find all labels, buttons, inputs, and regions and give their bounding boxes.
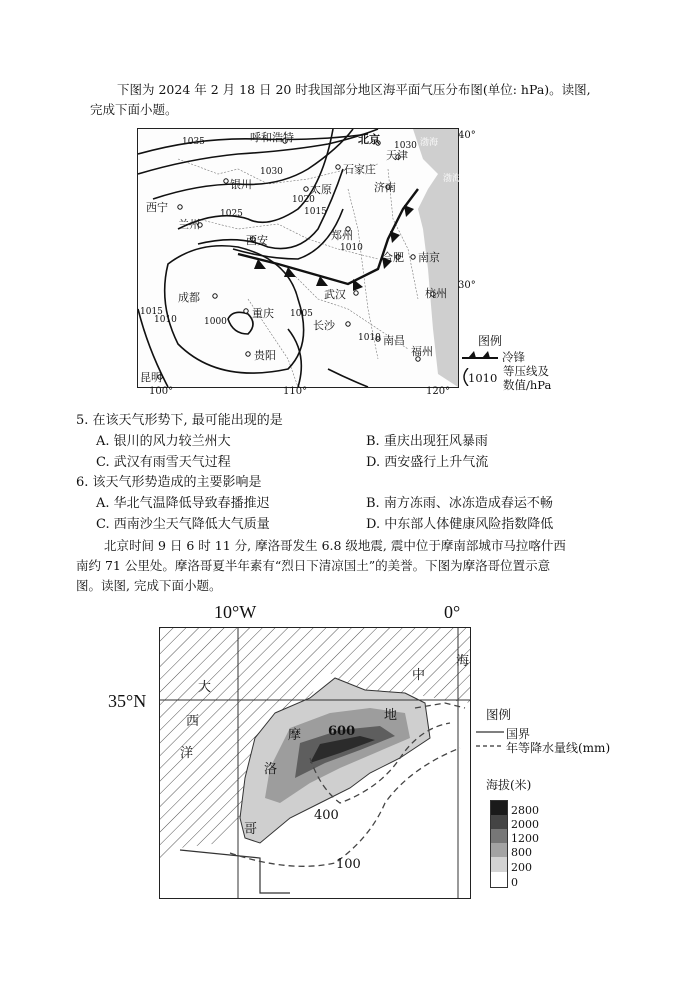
legend-cold-front: 冷锋 [502, 350, 525, 364]
cold-front-icon [462, 350, 498, 364]
country-label: 哥 [244, 822, 258, 837]
city-label: 太原 [310, 183, 332, 196]
elev-value: 800 [511, 846, 532, 859]
q6-option-d: D. 中东部人体健康风险指数降低 [366, 517, 554, 532]
intro1-line2: 完成下面小题。 [90, 102, 178, 117]
ocean-label: 西 [186, 714, 200, 729]
legend-title: 图例 [486, 707, 512, 722]
q6-option-c: C. 西南沙尘天气降低大气质量 [96, 517, 270, 532]
isobar-value: 1030 [260, 167, 283, 177]
legend-isobar-text1: 等压线及 [503, 364, 549, 378]
city-label: 杭州 [425, 287, 447, 300]
city-label: 银川 [230, 178, 252, 191]
q5-option-b: B. 重庆出现狂风暴雨 [366, 434, 488, 449]
intro2-line1: 北京时间 9 日 6 时 11 分, 摩洛哥发生 6.8 级地震, 震中位于摩南部城市马拉喀什西 [104, 538, 566, 553]
legend-lines [476, 724, 506, 752]
isobar-value: 1005 [290, 309, 313, 319]
q5-option-c: C. 武汉有雨雪天气过程 [96, 455, 231, 470]
city-label: 福州 [411, 345, 433, 358]
city-label: 重庆 [252, 307, 274, 320]
legend-isobar-text2: 数值/hPa [503, 378, 552, 392]
city-label: 兰州 [178, 218, 200, 231]
q6-stem: 6. 该天气形势造成的主要影响是 [76, 475, 262, 490]
legend-elev-title: 海拔(米) [486, 778, 532, 792]
city-label: 成都 [178, 291, 200, 304]
legend-title: 图例 [478, 334, 503, 348]
sea-label: 海 [456, 654, 470, 669]
city-label: 济南 [374, 181, 396, 194]
legend-isobar-sample: 1010 [468, 371, 498, 385]
sea-label: 渤海 [443, 174, 462, 184]
city-label: 呼和浩特 [250, 131, 294, 144]
precip-value: 600 [328, 724, 356, 739]
city-label: 昆明 [140, 371, 162, 384]
q6-option-a: A. 华北气温降低导致春播推迟 [96, 496, 270, 511]
isobar-value: 1010 [154, 315, 177, 325]
city-label: 贵阳 [254, 349, 276, 362]
city-label: 合肥 [382, 251, 404, 264]
isobar-value: 1035 [182, 137, 205, 147]
isobar-value: 1015 [140, 307, 163, 317]
elev-value: 200 [511, 861, 532, 874]
isobar-value: 1015 [304, 207, 327, 217]
elev-value: 2800 [511, 804, 539, 817]
intro1-line1: 下图为 2024 年 2 月 18 日 20 时我国部分地区海平面气压分布图(单位: hPa)。读图, [117, 82, 591, 97]
legend-precip: 年等降水量线(mm) [506, 741, 611, 755]
q5-option-a: A. 银川的风力较兰州大 [96, 434, 231, 449]
city-label: 石家庄 [343, 163, 376, 176]
lat-label: 30° [458, 280, 476, 291]
intro2-line2: 南约 71 公里处。摩洛哥夏半年素有“烈日下清凉国土”的美誉。下图为摩洛哥位置示意 [76, 558, 551, 573]
city-label: 南昌 [383, 334, 405, 347]
lon-label-10w: 10°W [214, 602, 257, 622]
lat-label-35n: 35°N [108, 691, 147, 711]
city-label: 长沙 [313, 319, 335, 332]
sea-label: 中 [412, 668, 426, 683]
isobar-value: 1020 [292, 195, 315, 205]
q5-stem: 5. 在该天气形势下, 最可能出现的是 [76, 413, 283, 428]
country-label: 摩 [288, 728, 302, 743]
elevation-scale [490, 800, 508, 888]
elev-value: 2000 [511, 818, 539, 831]
legend-border: 国界 [506, 727, 531, 741]
ocean-label: 大 [198, 680, 212, 695]
intro2-line3: 图。读图, 完成下面小题。 [76, 578, 222, 593]
country-label: 洛 [264, 762, 278, 777]
isobar-value: 1000 [204, 317, 227, 327]
city-label: 西安 [246, 234, 268, 247]
lon-label: 120° [426, 386, 451, 397]
city-label: 郑州 [331, 229, 353, 242]
q6-option-b: B. 南方冻雨、冰冻造成春运不畅 [366, 496, 553, 511]
q5-option-d: D. 西安盛行上升气流 [366, 455, 489, 470]
isobar-value: 1030 [394, 141, 417, 151]
city-label: 天津 [386, 149, 408, 162]
elev-value: 0 [511, 876, 518, 889]
precip-value: 400 [314, 808, 339, 823]
isobar-value: 1025 [220, 209, 243, 219]
sea-label: 地 [384, 708, 398, 723]
morocco-map [159, 627, 471, 899]
lon-label: 100° [149, 386, 174, 397]
city-label: 南京 [418, 251, 440, 264]
precip-value: 100 [336, 857, 361, 872]
city-label: 武汉 [324, 288, 346, 301]
isobar-value: 1010 [358, 333, 381, 343]
city-label: 西宁 [146, 201, 168, 214]
ocean-label: 洋 [180, 746, 194, 761]
city-label: 北京 [358, 133, 380, 146]
lat-label: 40° [458, 130, 476, 141]
elev-value: 1200 [511, 832, 539, 845]
sea-label: 渤海 [420, 138, 439, 148]
pressure-map-lines [138, 129, 458, 387]
isobar-value: 1010 [340, 243, 363, 253]
lon-label: 110° [283, 386, 308, 397]
pressure-map [137, 128, 462, 388]
lon-label-0: 0° [444, 602, 461, 622]
